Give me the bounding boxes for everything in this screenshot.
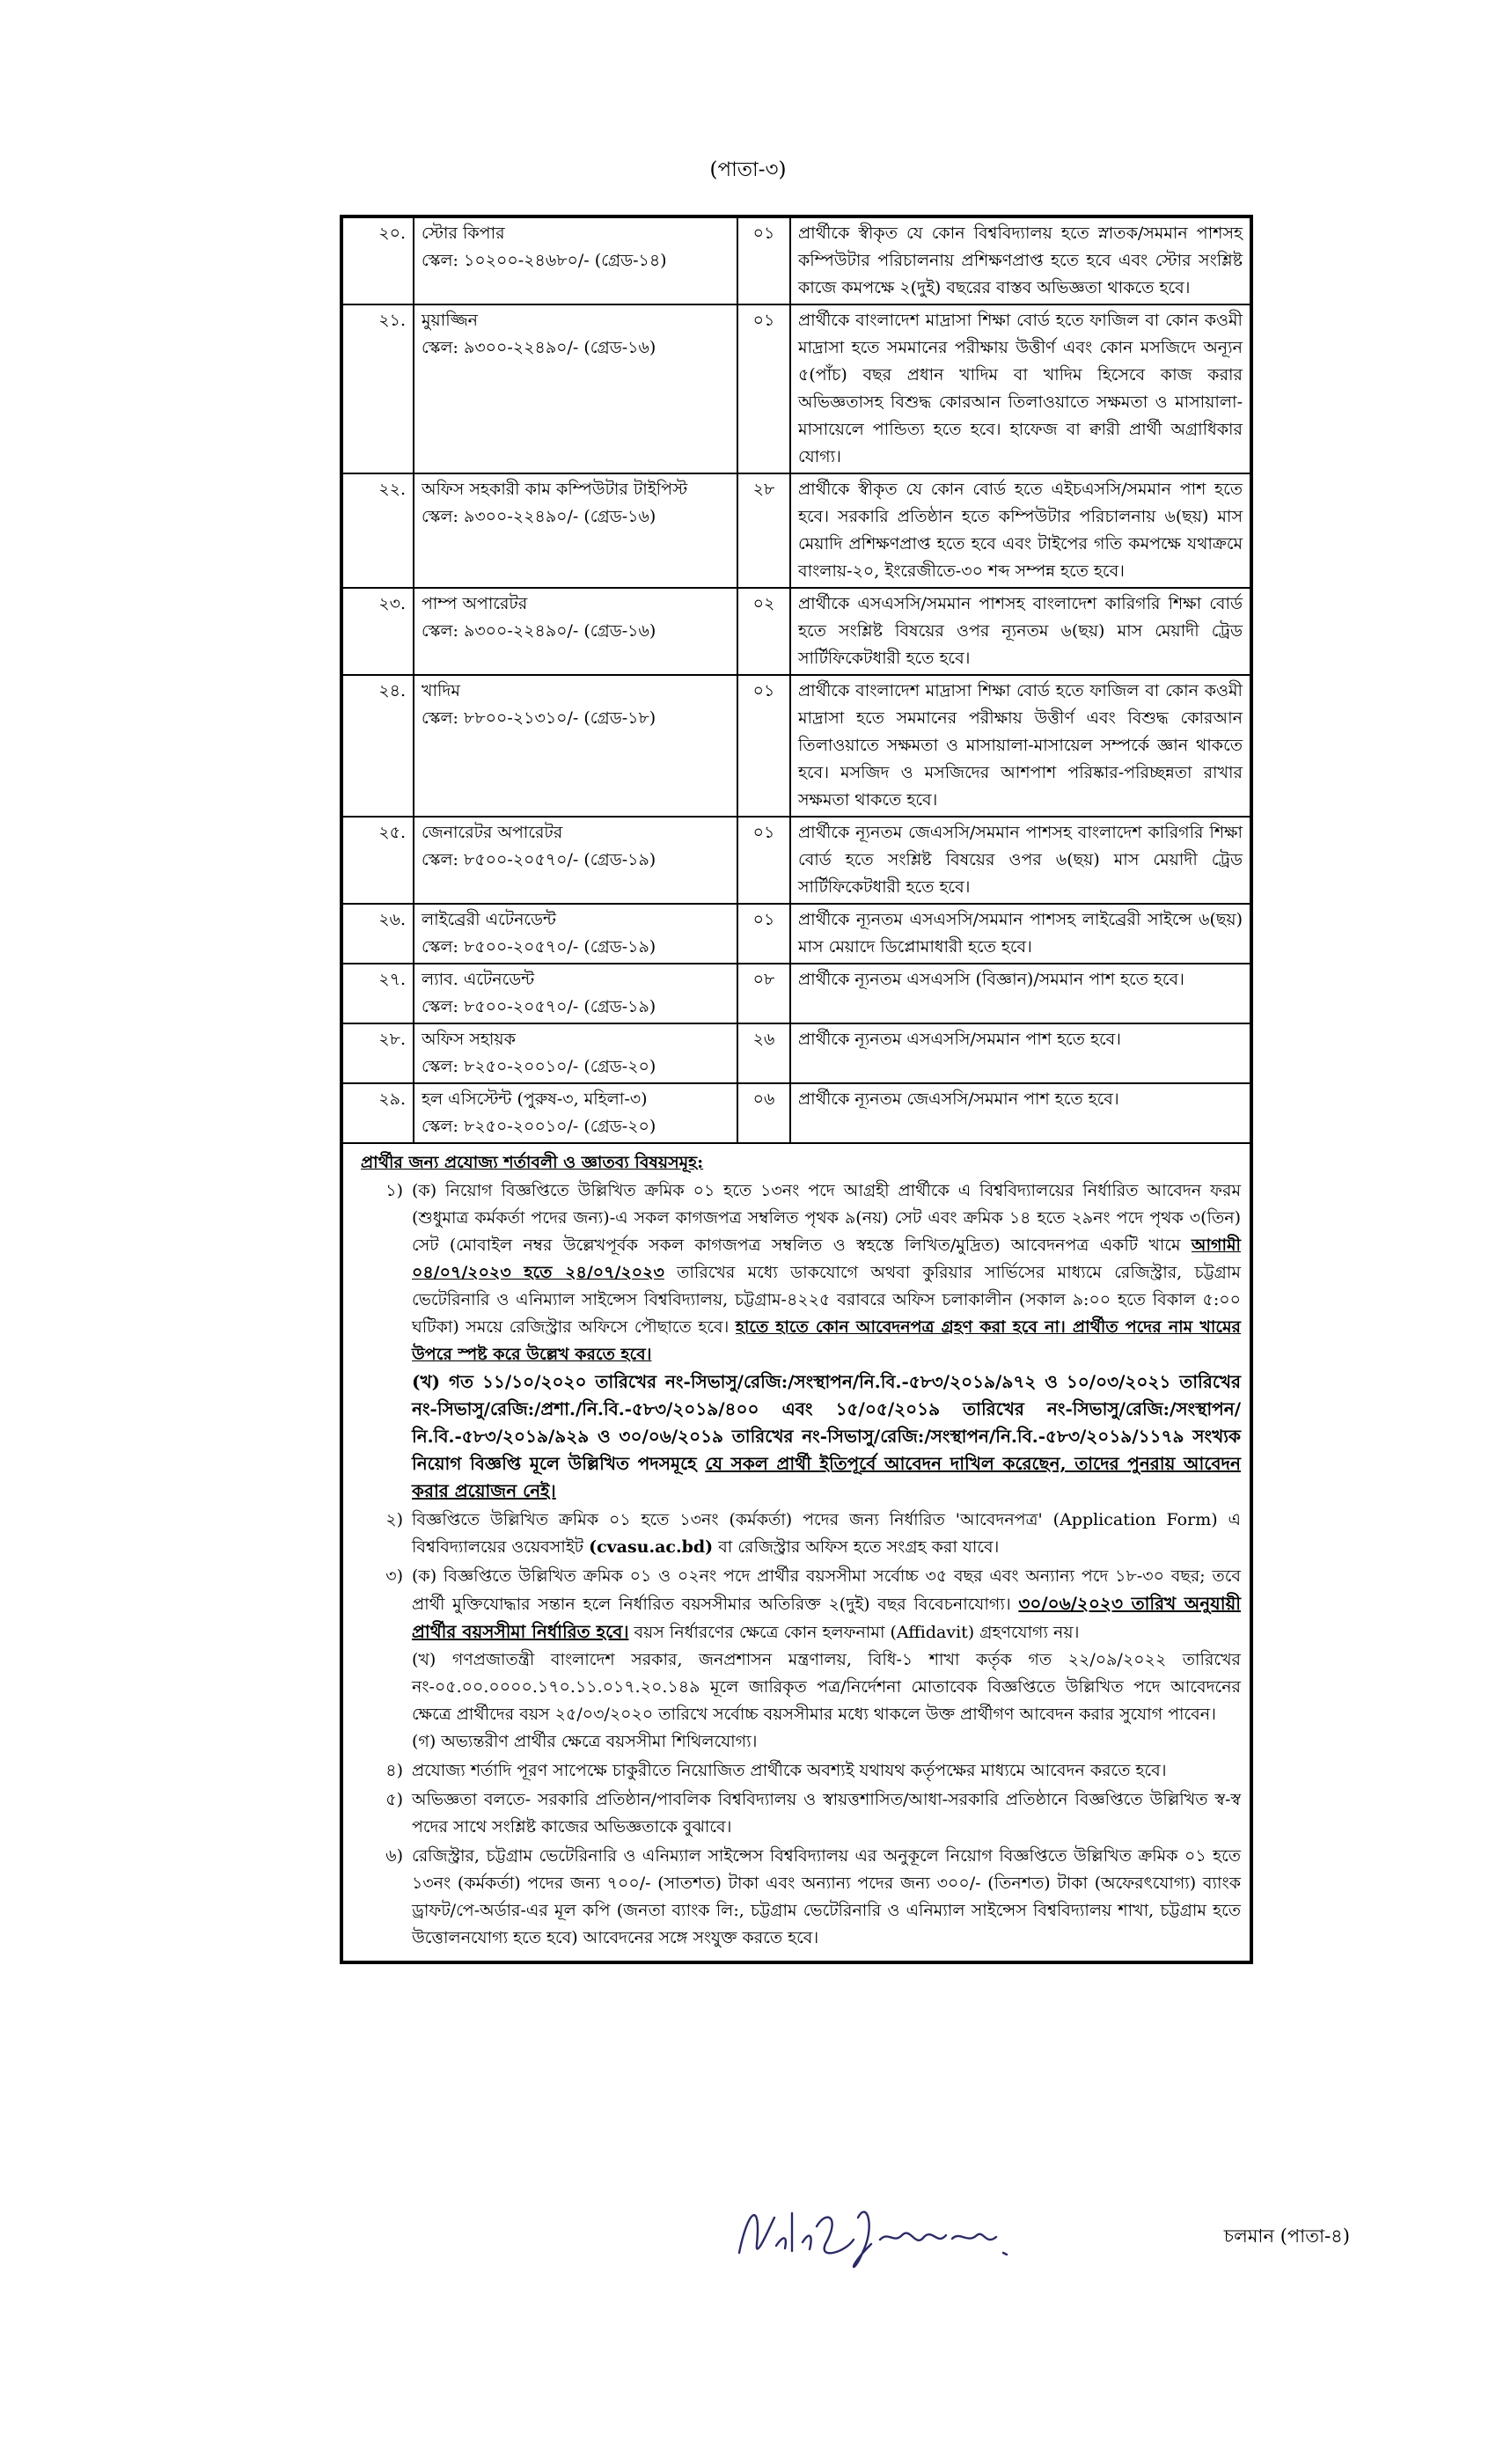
pay-scale: স্কেল: ৮৫০০-২০৫৭০/- (গ্রেড-১৯) (422, 997, 656, 1016)
post-quantity: ০১ (737, 304, 790, 473)
post-quantity: ০১ (737, 817, 790, 904)
pay-scale: স্কেল: ৮২৫০-২০০১০/- (গ্রেড-২০) (422, 1057, 656, 1076)
age-cutoff-date: ৩০/০৬/২০২৩ তারিখ অনুযায়ী প্রার্থীর বয়সসীমা নির্ধারিত হবে। (412, 1593, 1241, 1642)
posts-table (340, 215, 1253, 1964)
note-body: বিজ্ঞপ্তিতে উল্লিখিত ক্রমিক ০১ হতে ১৩নং (কর্মকর্তা) পদের জন্য নির্ধারিত 'আবেদনপত্র' (Application Form) এ বিশ্ববিদ্যালয়ের ওয়েবসাইট (cvasu.ac.bd) বা রেজিস্ট্রার অফিস হতে সংগ্রহ করা যাবে। (412, 1510, 1241, 1557)
serial-number: ২২. (341, 473, 414, 588)
table-row (341, 588, 1251, 675)
note-body: রেজিস্ট্রার, চট্টগ্রাম ভেটেরিনারি ও এনিম্যাল সাইন্সেস বিশ্ববিদ্যালয় এর অনুকূলে নিয়োগ বিজ্ঞপ্তিতে উল্লিখিত ক্রমিক ০১ হতে ১৩নং (কর্মকর্তা) পদের জন্য ৭০০/- (সাতশত) টাকা এবং অন্যান্য পদের জন্য ৩০০/- (তিনশত) টাকা (অফেরৎযোগ্য) ব্যাংক ড্রাফট/পে-অর্ডার-এর মূল কপি (জনতা ব্যাংক লি:, চট্টগ্রাম ভেটেরিনারি ও এনিম্যাল সাইন্সেস বিশ্ববিদ্যালয় শাখা, চট্টগ্রাম হতে উত্তোলনযোগ্য হতে হবে) আবেদনের সঙ্গে সংযুক্ত করতে হবে। (412, 1846, 1241, 1947)
note-3-b: (খ) গণপ্রজাতন্ত্রী বাংলাদেশ সরকার, জনপ্রশাসন মন্ত্রণালয়, বিধি-১ শাখা কর্তৃক গত ২২/০৯/২০২২ তারিখের নং-০৫.০০.০০০০.১৭০.১১.০১৭.২০.১৪৯ মূলে জারিকৃত পত্র/নির্দেশনা মোতাবেক বিজ্ঞপ্তিতে উল্লিখিত পদে আবেদনের ক্ষেত্রে প্রার্থীদের বয়স ২৫/০৩/২০২০ তারিখে সর্বোচ্চ বয়সসীমার মধ্যে থাকলে উক্ত প্রার্থীগণ আবেদন করার সুযোগ পাবেন। (412, 1650, 1241, 1724)
notes-cell (341, 1143, 1251, 1962)
note-4 (352, 1757, 1241, 1785)
post-quantity: ০৬ (737, 1083, 790, 1143)
post-requirements: প্রার্থীকে ন্যূনতম জেএসসি/সমমান পাশসহ বাংলাদেশ কারিগরি শিক্ষা বোর্ড হতে সংশ্লিষ্ট বিষয়ের ওপর ৬(ছয়) মাস মেয়াদী ট্রেড সার্টিফিকেটধারী হতে হবে। (790, 817, 1251, 904)
serial-number: ২০. (341, 216, 414, 304)
note-body (412, 1177, 1241, 1505)
post-cell (414, 216, 737, 304)
note-2 (352, 1507, 1241, 1561)
pay-scale: স্কেল: ৮৫০০-২০৫৭০/- (গ্রেড-১৯) (422, 937, 656, 957)
pay-scale: স্কেল: ৮৫০০-২০৫৭০/- (গ্রেড-১৯) (422, 850, 656, 869)
post-quantity: ০২ (737, 588, 790, 675)
table-row (341, 675, 1251, 817)
table-row (341, 904, 1251, 964)
pay-scale: স্কেল: ৯৩০০-২২৪৯০/- (গ্রেড-১৬) (422, 507, 656, 526)
note-number: ১) (385, 1181, 403, 1200)
post-cell (414, 304, 737, 473)
post-name: জেনারেটর অপারেটর (422, 823, 563, 842)
serial-number: ২৯. (341, 1083, 414, 1143)
continued-note: চলমান (পাতা-৪) (1223, 2226, 1350, 2247)
post-cell (414, 1083, 737, 1143)
serial-number: ২৩. (341, 588, 414, 675)
note-body: (ক) বিজ্ঞপ্তিতে উল্লিখিত ক্রমিক ০১ ও ০২নং পদে প্রার্থীর বয়সসীমা সর্বোচ্চ ৩৫ বছর এবং অন্যান্য পদে ১৮-৩০ বছর; তবে প্রার্থী মুক্তিযোদ্ধার সন্তান হলে নির্ধারিত বয়সসীমার অতিরিক্ত ২(দুই) বছর বিবেচনাযোগ্য। ৩০/০৬/২০২৩ তারিখ অনুযায়ী প্রার্থীর বয়সসীমা নির্ধারিত হবে। বয়স নির্ধারণের ক্ষেত্রে কোন হলফনামা (Affidavit) গ্রহণযোগ্য নয়। (খ) গণপ্রজাতন্ত্রী বাংলাদেশ সরকার, জনপ্রশাসন মন্ত্রণালয়, বিধি-১ শাখা কর্তৃক গত ২২/০৯/২০২২ তারিখের নং-০৫.০০.০০০০.১৭০.১১.০১৭.২০.১৪৯ মূলে জারিকৃত পত্র/নির্দেশনা মোতাবেক বিজ্ঞপ্তিতে উল্লিখিত পদে আবেদনের ক্ষেত্রে প্রার্থীদের বয়স ২৫/০৩/২০২০ তারিখে সর্বোচ্চ বয়সসীমার মধ্যে থাকলে উক্ত প্রার্থীগণ আবেদন করার সুযোগ পাবেন। (গ) অভ্যন্তরীণ প্রার্থীর ক্ষেত্রে বয়সসীমা শিথিলযোগ্য। (412, 1563, 1241, 1756)
post-name: স্টোর কিপার (422, 224, 505, 243)
serial-number: ২৪. (341, 675, 414, 817)
note-number: ৩) (385, 1566, 403, 1586)
serial-number: ২৬. (341, 904, 414, 964)
table-row (341, 473, 1251, 588)
post-quantity: ০৮ (737, 964, 790, 1023)
serial-number: ২৫. (341, 817, 414, 904)
post-requirements: প্রার্থীকে ন্যূনতম এসএসসি/সমমান পাশসহ লাইব্রেরী সাইন্সে ৬(ছয়) মাস মেয়াদে ডিপ্লোমাধারী হতে হবে। (790, 904, 1251, 964)
notes-heading: প্রার্থীর জন্য প্রযোজ্য শর্তাবলী ও জ্ঞাতব্য বিষয়সমূহ: (361, 1153, 704, 1172)
post-requirements: প্রার্থীকে ন্যূনতম এসএসসি/সমমান পাশ হতে হবে। (790, 1023, 1251, 1083)
post-quantity: ২৮ (737, 473, 790, 588)
post-quantity: ০১ (737, 904, 790, 964)
table-row (341, 304, 1251, 473)
no-hand-delivery-notice: হাতে হাতে কোন আবেদনপত্র গ্রহণ করা হবে না। প্রার্থীত পদের নাম খামের উপরে স্পষ্ট করে উল্লেখ করতে হবে। (412, 1317, 1241, 1364)
post-cell (414, 473, 737, 588)
post-cell (414, 964, 737, 1023)
pay-scale: স্কেল: ৮২৫০-২০০১০/- (গ্রেড-২০) (422, 1117, 656, 1136)
post-requirements: প্রার্থীকে বাংলাদেশ মাদ্রাসা শিক্ষা বোর্ড হতে ফাজিল বা কোন কওমী মাদ্রাসা হতে সমমানের পরীক্ষায় উত্তীর্ণ এবং কোন মসজিদে অন্যূন ৫(পাঁচ) বছর প্রধান খাদিম বা খাদিম হিসেবে কাজ করার অভিজ্ঞতাসহ বিশুদ্ধ কোরআন তিলাওয়াতে সক্ষমতা ও মাসায়ালা-মাসায়েলে পান্ডিত্য হতে হবে। হাফেজ বা ক্বারী প্রার্থী অগ্রাধিকার যোগ্য। (790, 304, 1251, 473)
note-1-b: (খ) গত ১১/১০/২০২০ তারিখের নং-সিভাসু/রেজি:/সংস্থাপন/নি.বি.-৫৮৩/২০১৯/৯৭২ ও ১০/০৩/২০২১ তারিখের নং-সিভাসু/রেজি:/প্রশা./নি.বি.-৫৮৩/২০১৯/৪০০ এবং ১৫/০৫/২০১৯ তারিখের নং-সিভাসু/রেজি:/সংস্থাপন/নি.বি.-৫৮৩/২০১৯/৯২৯ ও ৩০/০৬/২০১৯ তারিখের নং-সিভাসু/রেজি:/সংস্থাপন/নি.বি.-৫৮৩/২০১৯/১১৭৯ সংখ্যক নিয়োগ বিজ্ঞপ্তি মূলে উল্লিখিত পদসমূহে যে সকল প্রার্থী ইতিপূর্বে আবেদন দাখিল করেছেন, তাদের পুনরায় আবেদন করার প্রয়োজন নেই। (412, 1371, 1241, 1501)
pay-scale: স্কেল: ৯৩০০-২২৪৯০/- (গ্রেড-১৬) (422, 621, 656, 641)
post-quantity: ০১ (737, 675, 790, 817)
post-requirements: প্রার্থীকে ন্যূনতম এসএসসি (বিজ্ঞান)/সমমান পাশ হতে হবে। (790, 964, 1251, 1023)
post-cell (414, 817, 737, 904)
pay-scale: স্কেল: ৮৮০০-২১৩১০/- (গ্রেড-১৮) (422, 708, 656, 728)
post-name: অফিস সহকারী কাম কম্পিউটার টাইপিস্ট (422, 480, 688, 499)
note-1 (352, 1177, 1241, 1505)
post-requirements: প্রার্থীকে ন্যূনতম জেএসসি/সমমান পাশ হতে হবে। (790, 1083, 1251, 1143)
note-3-c: (গ) অভ্যন্তরীণ প্রার্থীর ক্ষেত্রে বয়সসীমা শিথিলযোগ্য। (412, 1732, 758, 1751)
post-name: হল এসিস্টেন্ট (পুরুষ-৩, মহিলা-৩) (422, 1089, 648, 1109)
website-link[interactable]: (cvasu.ac.bd) (589, 1537, 714, 1557)
note-number: ৬) (385, 1846, 403, 1866)
posts-body (341, 216, 1251, 1143)
note-body: অভিজ্ঞতা বলতে- সরকারি প্রতিষ্ঠান/পাবলিক বিশ্ববিদ্যালয় ও স্বায়ত্তশাসিত/আধা-সরকারি প্রতিষ্ঠানে বিজ্ঞপ্তিতে উল্লিখিত স্ব-স্ব পদের সাথে সংশ্লিষ্ট কাজের অভিজ্ঞতাকে বুঝাবে। (412, 1790, 1241, 1837)
page-number: (পাতা-৩) (709, 158, 787, 181)
serial-number: ২৭. (341, 964, 414, 1023)
post-cell (414, 588, 737, 675)
post-quantity: ০১ (737, 216, 790, 304)
post-requirements: প্রার্থীকে স্বীকৃত যে কোন বোর্ড হতে এইচএসসি/সমমান পাশ হতে হবে। সরকারি প্রতিষ্ঠান হতে কম্পিউটার পরিচালনায় ৬(ছয়) মাস মেয়াদি প্রশিক্ষণপ্রাপ্ত হতে হবে এবং টাইপের গতি কমপক্ষে যথাক্রমে বাংলায়-২০, ইংরেজীতে-৩০ শব্দ সম্পন্ন হতে হবে। (790, 473, 1251, 588)
note-5 (352, 1786, 1241, 1841)
post-quantity: ২৬ (737, 1023, 790, 1083)
note-number: ৫) (385, 1790, 403, 1809)
signature-icon (722, 2191, 1091, 2288)
post-requirements: প্রার্থীকে বাংলাদেশ মাদ্রাসা শিক্ষা বোর্ড হতে ফাজিল বা কোন কওমী মাদ্রাসা হতে সমমানের পরীক্ষায় উত্তীর্ণ এবং বিশুদ্ধ কোরআন তিলাওয়াতে সক্ষমতা ও মাসায়ালা-মাসায়েল সম্পর্কে জ্ঞান থাকতে হবে। মসজিদ ও মসজিদের আশপাশ পরিষ্কার-পরিচ্ছন্নতা রাখার সক্ষমতা থাকতে হবে। (790, 675, 1251, 817)
post-cell (414, 675, 737, 817)
serial-number: ২৮. (341, 1023, 414, 1083)
post-cell (414, 1023, 737, 1083)
note-number: ২) (385, 1510, 403, 1529)
notes-row (341, 1143, 1251, 1962)
note-body: প্রযোজ্য শর্তাদি পূরণ সাপেক্ষে চাকুরীতে নিয়োজিত প্রার্থীকে অবশ্যই যথাযথ কর্তৃপক্ষের মাধ্যমে আবেদন করতে হবে। (412, 1761, 1167, 1780)
post-name: মুয়াজ্জিন (422, 311, 478, 330)
note-number: ৪) (385, 1761, 403, 1780)
post-name: লাইব্রেরী এটেনডেন্ট (422, 910, 556, 929)
post-name: ল্যাব. এটেনডেন্ট (422, 970, 535, 989)
serial-number: ২১. (341, 304, 414, 473)
table-row (341, 964, 1251, 1023)
table-row (341, 817, 1251, 904)
post-name: খাদিম (422, 681, 460, 700)
note-6 (352, 1843, 1241, 1952)
post-cell (414, 904, 737, 964)
table-row (341, 1083, 1251, 1143)
note-3 (352, 1563, 1241, 1756)
table-row (341, 1023, 1251, 1083)
post-requirements: প্রার্থীকে এসএসসি/সমমান পাশসহ বাংলাদেশ কারিগরি শিক্ষা বোর্ড হতে সংশ্লিষ্ট বিষয়ের ওপর ন্যূনতম ৬(ছয়) মাস মেয়াদী ট্রেড সার্টিফিকেটধারী হতে হবে। (790, 588, 1251, 675)
post-name: অফিস সহায়ক (422, 1030, 516, 1049)
table-row (341, 216, 1251, 304)
post-name: পাম্প অপারেটর (422, 594, 528, 613)
pay-scale: স্কেল: ৯৩০০-২২৪৯০/- (গ্রেড-১৬) (422, 338, 656, 357)
post-requirements: প্রার্থীকে স্বীকৃত যে কোন বিশ্ববিদ্যালয় হতে স্নাতক/সমমান পাশসহ কম্পিউটার পরিচালনায় প্রশিক্ষণপ্রাপ্ত হতে হবে এবং স্টোর সংশ্লিষ্ট কাজে কমপক্ষে ২(দুই) বছরের বাস্তব অভিজ্ঞতা থাকতে হবে। (790, 216, 1251, 304)
pay-scale: স্কেল: ১০২০০-২৪৬৮০/- (গ্রেড-১৪) (422, 251, 667, 270)
application-date-range: আগামী ০৪/০৭/২০২৩ হতে ২৪/০৭/২০২৩ (412, 1236, 1241, 1282)
note-1-a: (ক) নিয়োগ বিজ্ঞপ্তিতে উল্লিখিত ক্রমিক ০১ হতে ১৩নং পদে আগ্রহী প্রার্থীকে এ বিশ্ববিদ্যালয়ের নির্ধারিত আবেদন ফরম (শুধুমাত্র কর্মকর্তা পদের জন্য)-এ সকল কাগজপত্র সম্বলিত পৃথক ৯(নয়) সেট এবং ক্রমিক ১৪ হতে ২৯নং পদে পৃথক ৩(তিন) সেট (মোবাইল নম্বর উল্লেখপূর্বক সকল কাগজপত্র সম্বলিত ও স্বহস্তে লিখিত/মুদ্রিত) আবেদনপত্র একটি খামে আগামী ০৪/০৭/২০২৩ হতে ২৪/০৭/২০২৩ তারিখের মধ্যে ডাকযোগে অথবা কুরিয়ার সার্ভিসের মাধ্যমে রেজিস্ট্রার, চট্টগ্রাম ভেটেরিনারি ও এনিম্যাল সাইন্সেস বিশ্ববিদ্যালয়, চট্টগ্রাম-৪২২৫ বরাবরে অফিস চলাকালীন (সকাল ৯:০০ হতে বিকাল ৫:০০ ঘটিকা) সময়ে রেজিস্ট্রার অফিসে পৌছাতে হবে। হাতে হাতে কোন আবেদনপত্র গ্রহণ করা হবে না। প্রার্থীত পদের নাম খামের উপরে স্পষ্ট করে উল্লেখ করতে হবে। (412, 1181, 1241, 1364)
